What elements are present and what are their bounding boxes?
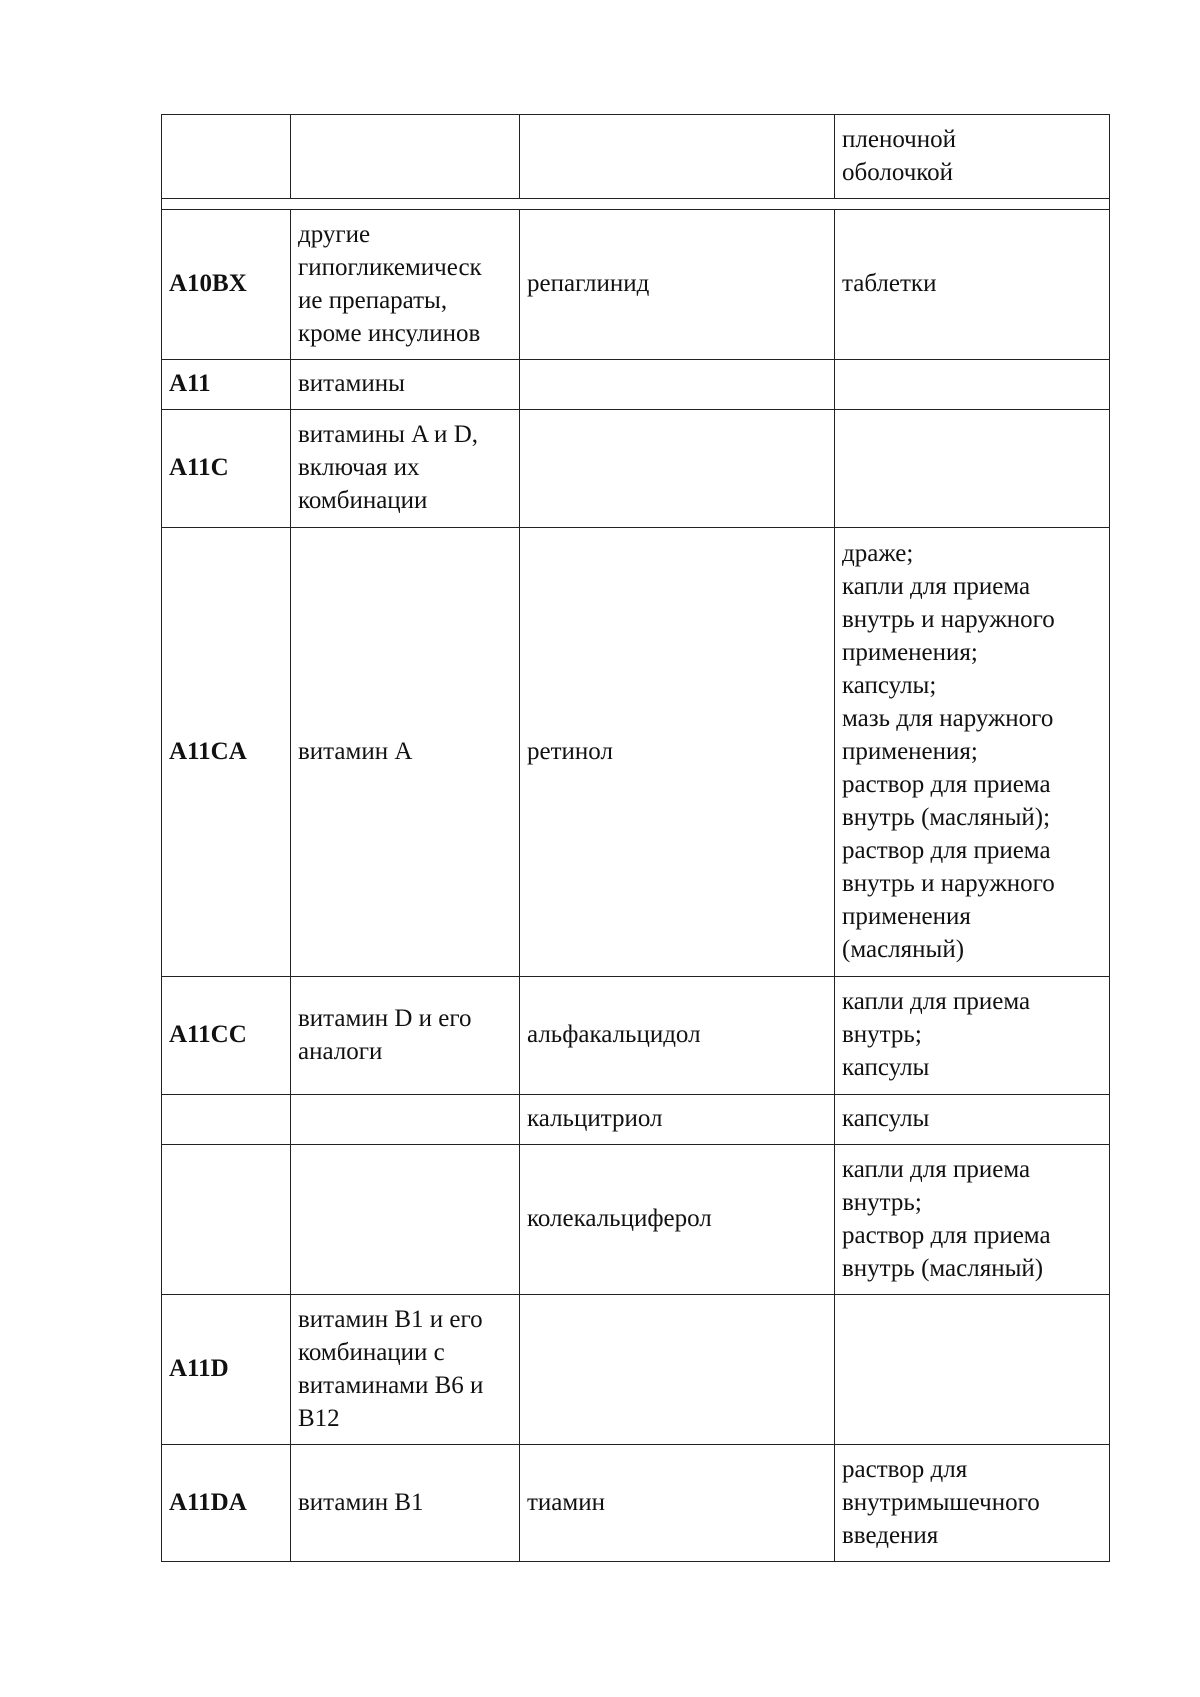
atc-code-cell: A11CA bbox=[162, 528, 291, 977]
dosage-form-cell bbox=[835, 1295, 1110, 1445]
substance-cell bbox=[520, 115, 835, 199]
dosage-form-cell: капли для приема внутрь; капсулы bbox=[835, 977, 1110, 1095]
group-cell: витамины A и D, включая их комбинации bbox=[291, 410, 520, 528]
atc-code-cell bbox=[162, 115, 291, 199]
dosage-form-cell: капсулы bbox=[835, 1095, 1110, 1145]
table-row bbox=[162, 528, 1110, 977]
dosage-form-cell: раствор для внутримышечного введения bbox=[835, 1445, 1110, 1562]
dosage-form-cell: капли для приема внутрь; раствор для приема внутрь (масляный) bbox=[835, 1145, 1110, 1295]
group-cell: витамин B1 и его комбинации с витаминами B6 и B12 bbox=[291, 1295, 520, 1445]
separator-cell bbox=[162, 199, 1110, 210]
atc-code-cell: A11CC bbox=[162, 977, 291, 1095]
group-cell: витамин B1 bbox=[291, 1445, 520, 1562]
dosage-form-cell: пленочной оболочкой bbox=[835, 115, 1110, 199]
atc-code-cell bbox=[162, 1095, 291, 1145]
dosage-form-cell bbox=[835, 410, 1110, 528]
substance-cell: колекальциферол bbox=[520, 1145, 835, 1295]
atc-code-cell: A11D bbox=[162, 1295, 291, 1445]
table-row bbox=[162, 977, 1110, 1095]
group-cell: витамины bbox=[291, 360, 520, 410]
table-row bbox=[162, 1095, 1110, 1145]
table-row bbox=[162, 360, 1110, 410]
substance-cell bbox=[520, 1295, 835, 1445]
atc-code-cell: A10BX bbox=[162, 210, 291, 360]
dosage-form-cell: драже; капли для приема внутрь и наружного применения; капсулы; мазь для наружного применения; раствор для приема внутрь (масляный); раствор для приема внутрь и наружного применения (масляный) bbox=[835, 528, 1110, 977]
group-cell: другие гипогликемическ ие препараты, кроме инсулинов bbox=[291, 210, 520, 360]
atc-code-cell: A11DA bbox=[162, 1445, 291, 1562]
table-row bbox=[162, 115, 1110, 199]
atc-code-cell bbox=[162, 1145, 291, 1295]
table-row bbox=[162, 210, 1110, 360]
table-row bbox=[162, 410, 1110, 528]
table-row bbox=[162, 1295, 1110, 1445]
substance-cell bbox=[520, 410, 835, 528]
group-cell bbox=[291, 1095, 520, 1145]
substance-cell bbox=[520, 360, 835, 410]
substance-cell: ретинол bbox=[520, 528, 835, 977]
row-separator bbox=[162, 199, 1110, 210]
group-cell bbox=[291, 1145, 520, 1295]
group-cell: витамин A bbox=[291, 528, 520, 977]
substance-cell: кальцитриол bbox=[520, 1095, 835, 1145]
substance-cell: тиамин bbox=[520, 1445, 835, 1562]
atc-code-cell: A11C bbox=[162, 410, 291, 528]
group-cell bbox=[291, 115, 520, 199]
dosage-form-cell: таблетки bbox=[835, 210, 1110, 360]
dosage-form-cell bbox=[835, 360, 1110, 410]
group-cell: витамин D и его аналоги bbox=[291, 977, 520, 1095]
table-row bbox=[162, 1445, 1110, 1562]
substance-cell: репаглинид bbox=[520, 210, 835, 360]
drug-table bbox=[161, 114, 1110, 1562]
table-row bbox=[162, 1145, 1110, 1295]
atc-code-cell: A11 bbox=[162, 360, 291, 410]
substance-cell: альфакальцидол bbox=[520, 977, 835, 1095]
